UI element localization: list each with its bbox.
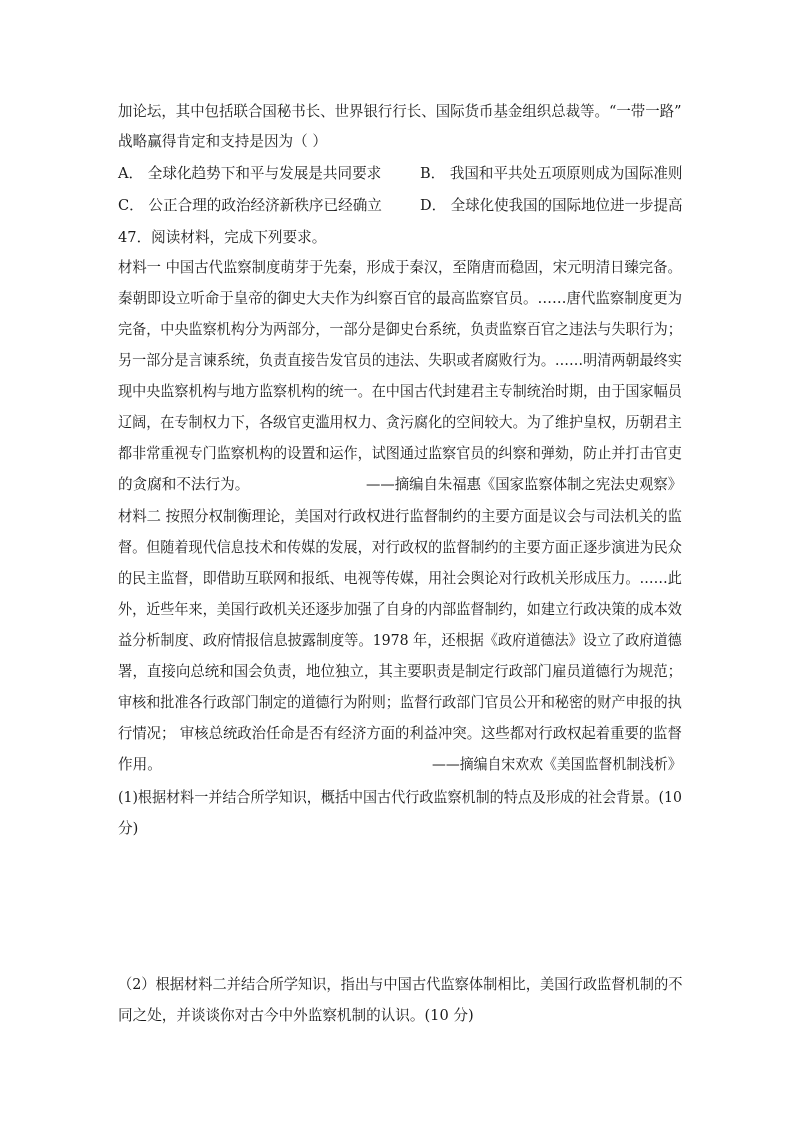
material1-line: 辽阔，在专制权力下，各级官吏滥用权力、贪污腐化的空间较大。为了维护皇权，历朝君主 bbox=[118, 414, 682, 431]
q47-intro: 47．阅读材料，完成下列要求。 bbox=[118, 229, 327, 246]
material1-line: 完备，中央监察机构分为两部分，一部分是御史台系统，负责监察百官之违法与失职行为； bbox=[118, 321, 682, 338]
material2-line: 益分析制度、政府情报信息披露制度等。1978 年，还根据《政府道德法》设立了政府道德 bbox=[118, 632, 682, 649]
question-2-line: （2）根据材料二并结合所学知识，指出与中国古代监察体制相比，美国行政监督机制的不 bbox=[118, 976, 683, 993]
option-d: D． 全球化使我国的国际地位进一步提高 bbox=[420, 197, 683, 214]
material1-line: 都非常重视专门监察机构的设置和运作，试图通过监察官员的纠察和弹劾，防止并打击官吏 bbox=[118, 445, 682, 462]
material2-line: 署，直接向总统和国会负责，地位独立，其主要职责是制定行政部门雇员道德行为规范； bbox=[118, 663, 683, 680]
material1-line: 的贪腐和不法行为。 bbox=[118, 476, 250, 493]
material2-line: 外，近些年来，美国行政机关还逐步加强了自身的内部监督制约，如建立行政决策的成本效 bbox=[118, 601, 682, 618]
option-a: A． 全球化趋势下和平与发展是共同要求 bbox=[118, 165, 382, 182]
material2-source: ——摘编自宋欢欢《美国监督机制浅析》 bbox=[432, 756, 682, 773]
material1-source: ——摘编自朱福惠《国家监察体制之宪法史观察》 bbox=[366, 476, 683, 493]
material1-line: 材料一 中国古代监察制度萌芽于先秦，形成于秦汉，至隋唐而稳固，宋元明清日臻完备。 bbox=[118, 259, 682, 276]
material2-line: 材料二 按照分权制衡理论，美国对行政权进行监督制约的主要方面是议会与司法机关的监 bbox=[118, 508, 682, 525]
q46-line-1: 加论坛，其中包括联合国秘书长、世界银行行长、国际货币基金组织总裁等。“一带一路” bbox=[118, 103, 682, 120]
option-b: B． 我国和平共处五项原则成为国际准则 bbox=[420, 165, 683, 182]
material1-line: 现中央监察机构与地方监察机构的统一。在中国古代封建君主专制统治时期，由于国家幅员 bbox=[118, 383, 682, 400]
material2-line: 审核和批准各行政部门制定的道德行为附则；监督行政部门官员公开和秘密的财产申报的执 bbox=[118, 694, 682, 711]
material1-line: 秦朝即设立听命于皇帝的御史大夫作为纠察百官的最高监察官员。……唐代监察制度更为 bbox=[118, 290, 683, 307]
question-1-line: (1)根据材料一并结合所学知识，概括中国古代行政监察机制的特点及形成的社会背景。(10 bbox=[118, 789, 682, 806]
question-2-line: 同之处，并谈谈你对古今中外监察机制的认识。(10 分) bbox=[118, 1007, 474, 1024]
option-c: C． 公正合理的政治经济新秩序已经确立 bbox=[118, 197, 382, 214]
material2-line: 督。但随着现代信息技术和传媒的发展，对行政权的监督制约的主要方面正逐步演进为民众 bbox=[118, 539, 682, 556]
material2-line: 行情况； 审核总统政治任命是否有经济方面的利益冲突。这些都对行政权起着重要的监督 bbox=[118, 725, 682, 742]
question-1-line: 分) bbox=[118, 820, 139, 837]
material2-line: 作用。 bbox=[118, 756, 162, 773]
material1-line: 另一部分是言谏系统，负责直接告发官员的违法、失职或者腐败行为。……明清两朝最终实 bbox=[118, 352, 682, 369]
q46-line-2: 战略赢得肯定和支持是因为（ ） bbox=[118, 133, 327, 150]
material2-line: 的民主监督，即借助互联网和报纸、电视等传媒，用社会舆论对行政机关形成压力。……此 bbox=[118, 570, 682, 587]
